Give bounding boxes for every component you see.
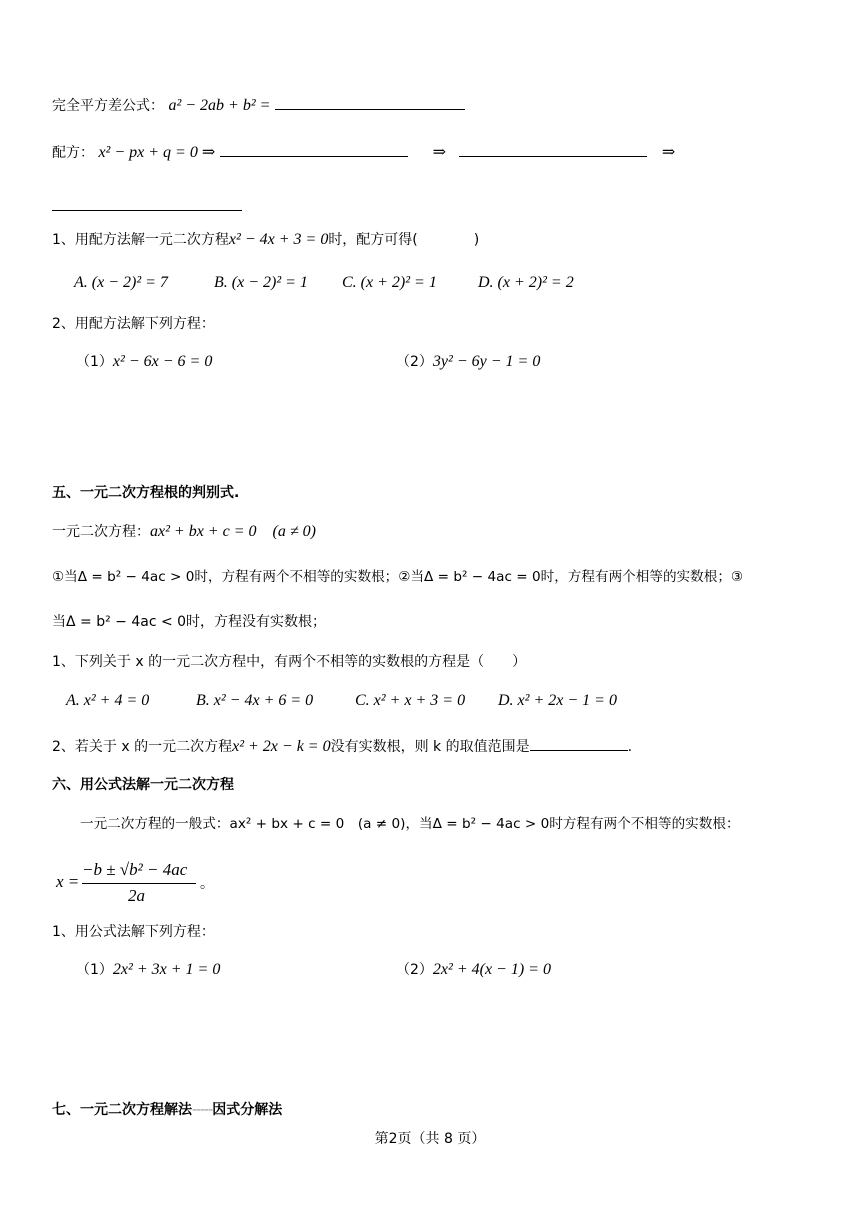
math: a² − 2ab + b² = (168, 97, 271, 114)
question-tail: 没有实数根，则 k 的取值范围是 (330, 739, 530, 755)
label: 一元二次方程： (52, 524, 150, 540)
fraction-bar (82, 883, 196, 884)
answer-blank-3[interactable] (52, 196, 242, 211)
section-6-question-1: 1、用公式法解下列方程： (52, 924, 215, 940)
question-text: 1、用配方法解一元二次方程 (52, 232, 229, 248)
part-math: 3y² − 6y − 1 = 0 (432, 353, 541, 370)
part-math: 2x² + 4(x − 1) = 0 (432, 961, 551, 978)
answer-blank[interactable] (275, 95, 465, 110)
heading-part-2: 因式分解法 (212, 1102, 283, 1118)
answer-blank[interactable] (530, 736, 628, 751)
section-5-question-1: 1、下列关于 x 的一元二次方程中，有两个不相等的实数根的方程是（ ） (52, 654, 527, 670)
part-math: 2x² + 3x + 1 = 0 (112, 961, 221, 978)
option-d[interactable]: D. (x + 2)² = 2 (478, 274, 574, 291)
option-b[interactable]: B. x² − 4x + 6 = 0 (196, 692, 314, 709)
period: . (627, 739, 633, 755)
label: 完全平方差公式： (52, 98, 164, 114)
part-number: （2） (396, 354, 433, 370)
discriminant-negative: 当Δ = b² − 4ac < 0时，方程没有实数根； (52, 614, 327, 630)
question-math: x² − 4x + 3 = 0 (228, 231, 329, 248)
option-c[interactable]: C. x² + x + 3 = 0 (355, 692, 466, 709)
option-b[interactable]: B. (x − 2)² = 1 (214, 274, 308, 291)
formula-end: 。 (200, 876, 214, 892)
section-5-question-2 (52, 736, 632, 757)
discriminant-cases: ①当Δ = b² − 4ac > 0时，方程有两个不相等的实数根；②当Δ = b² − 4ac = 0时，方程有两个相等的实数根；③ (52, 569, 744, 585)
section-6-part-2 (396, 960, 551, 980)
label: 配方： (52, 145, 94, 161)
heading-dash: ----- (192, 1102, 213, 1118)
question-1 (52, 230, 479, 250)
question-text: 2、若关于 x 的一元二次方程 (52, 739, 233, 755)
question-2-part-1 (76, 352, 212, 372)
formula-x: x = (56, 872, 80, 891)
arrow-1: ⇒ (432, 144, 447, 161)
answer-blank-2[interactable] (459, 142, 647, 157)
general-form-text: 一元二次方程的一般式：ax² + bx + c = 0 (a ≠ 0)，当Δ = b² − 4ac > 0时方程有两个不相等的实数根： (80, 816, 740, 832)
formula-line-perfect-square (52, 95, 465, 116)
question-tail: 时，配方可得( ) (328, 232, 480, 248)
heading-part-1: 七、一元二次方程解法 (52, 1102, 192, 1118)
question-2-part-2 (396, 352, 540, 372)
quadratic-formula-numerator: −b ± √b² − 4ac (82, 860, 188, 879)
option-d[interactable]: D. x² + 2x − 1 = 0 (498, 692, 617, 709)
part-number: （1） (76, 354, 113, 370)
completing-square-line (52, 142, 675, 163)
question-2: 2、用配方法解下列方程： (52, 316, 215, 332)
option-a[interactable]: A. x² + 4 = 0 (66, 692, 150, 709)
section-6-part-1 (76, 960, 220, 980)
page-footer: 第2页（共 8 页） (374, 1131, 486, 1147)
section-5-heading: 五、一元二次方程根的判别式. (52, 485, 240, 501)
option-a[interactable]: A. (x − 2)² = 7 (74, 274, 168, 291)
answer-blank-1[interactable] (220, 142, 408, 157)
arrow-2: ⇒ (661, 144, 676, 161)
option-c[interactable]: C. (x + 2)² = 1 (342, 274, 437, 291)
part-math: x² − 6x − 6 = 0 (112, 353, 213, 370)
part-number: （1） (76, 962, 113, 978)
section-5-general-form (52, 522, 316, 542)
math: ax² + bx + c = 0 (a ≠ 0) (150, 523, 316, 540)
section-7-heading (52, 1100, 282, 1120)
math: x² − px + q = 0 ⇒ (98, 144, 216, 161)
question-math: x² + 2x − k = 0 (232, 738, 331, 755)
section-6-heading: 六、用公式法解一元二次方程 (52, 777, 234, 793)
part-number: （2） (396, 962, 433, 978)
quadratic-formula-denominator: 2a (128, 886, 145, 905)
